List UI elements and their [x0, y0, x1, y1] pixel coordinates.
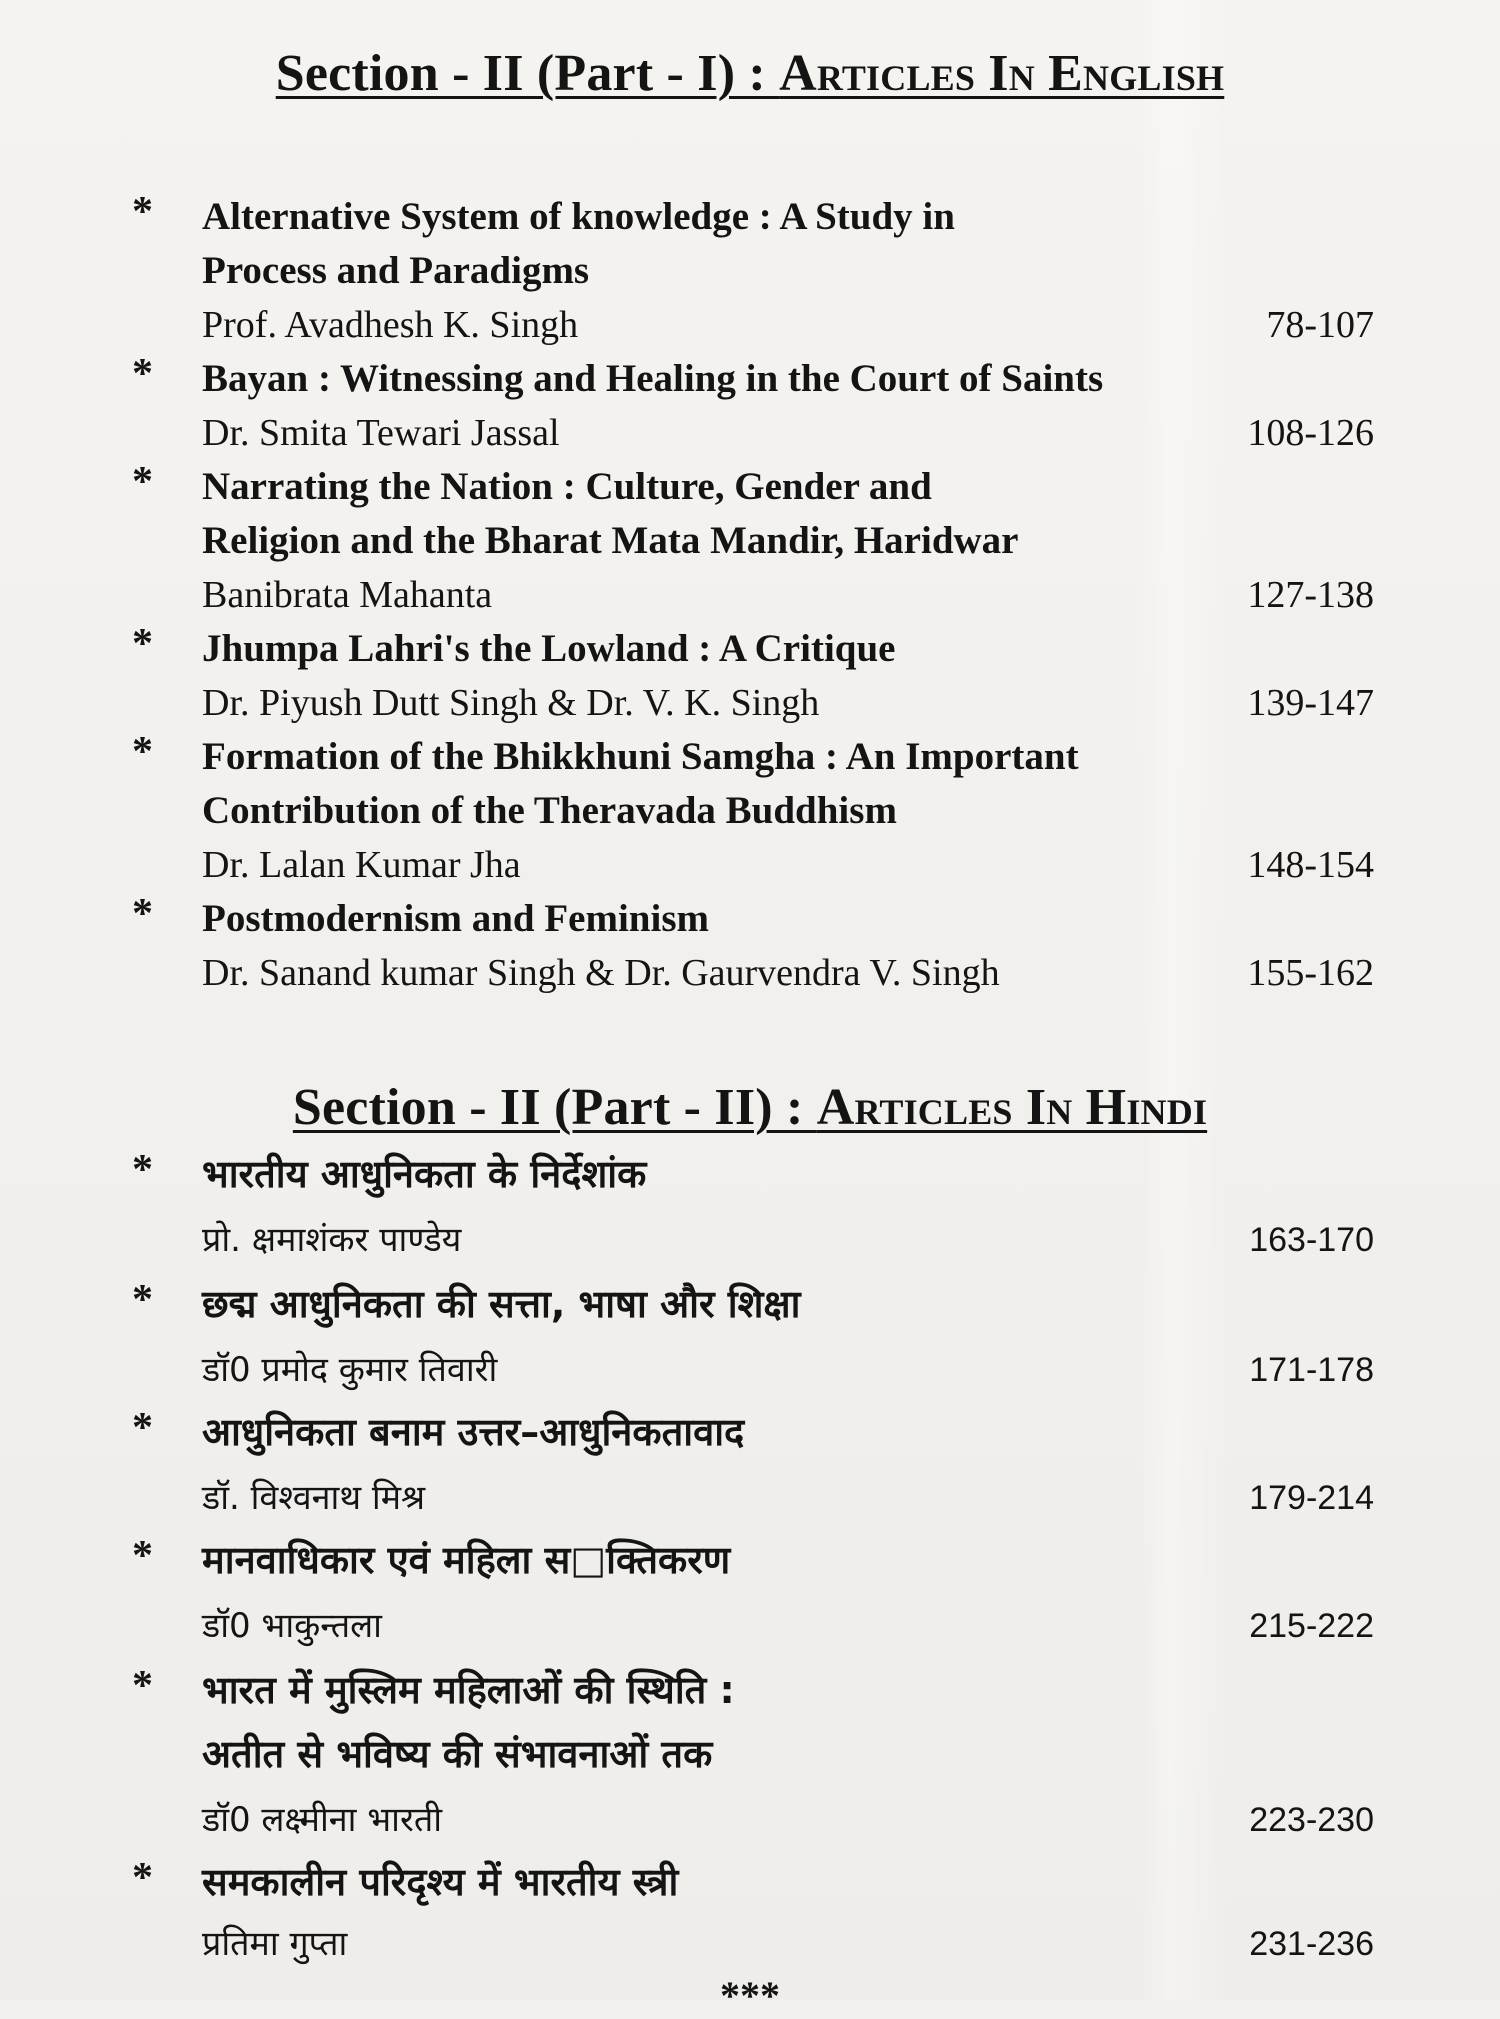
page-range: 231-236	[1249, 1925, 1374, 1963]
article-author: डॉ0 लक्ष्मीना भारती	[202, 1800, 443, 1840]
article-author: Dr. Piyush Dutt Singh & Dr. V. K. Singh	[202, 682, 820, 724]
section-heading-suffix: Articles In English	[779, 45, 1225, 102]
page-range: 148-154	[1247, 844, 1374, 886]
bullet: *	[132, 189, 153, 235]
article-title: Alternative System of knowledge : A Study in Process and Paradigms	[202, 195, 955, 292]
article-title: मानवाधिकार एवं महिला स□क्तिकरण	[202, 1538, 731, 1582]
closing-asterisks: ***	[720, 1973, 780, 2018]
page-range: 139-147	[1247, 682, 1374, 724]
article-title: Bayan : Witnessing and Healing in the Court of Saints	[202, 357, 1104, 400]
page-range: 163-170	[1249, 1221, 1374, 1259]
bullet: *	[132, 729, 153, 775]
article-author: Prof. Avadhesh K. Singh	[202, 304, 579, 346]
section-heading-suffix: Articles In Hindi	[816, 1079, 1208, 1136]
section-heading-prefix: Section - II (Part - I) :	[275, 45, 780, 102]
section-heading-hindi	[0, 1078, 1500, 1137]
bullet: *	[132, 891, 153, 937]
page-range: 171-178	[1249, 1351, 1374, 1389]
article-author: Dr. Smita Tewari Jassal	[202, 412, 560, 454]
page-range: 127-138	[1247, 574, 1374, 616]
bullet: *	[132, 1405, 153, 1451]
bullet: *	[132, 351, 153, 397]
bullet: *	[132, 1855, 153, 1901]
article-author: Banibrata Mahanta	[202, 574, 493, 616]
article-title: Jhumpa Lahri's the Lowland : A Critique	[202, 627, 896, 670]
page-range: 223-230	[1249, 1801, 1374, 1839]
bullet: *	[132, 1533, 153, 1579]
article-title: आधुनिकता बनाम उत्तर–आधुनिकतावाद	[202, 1410, 745, 1454]
page-range: 179-214	[1249, 1479, 1374, 1517]
page-range: 215-222	[1249, 1607, 1374, 1645]
article-author: डॉ0 प्रमोद कुमार तिवारी	[202, 1350, 498, 1390]
bullet: *	[132, 1663, 153, 1709]
article-title: भारत में मुस्लिम महिलाओं की स्थिति : अतीत से भविष्य की संभावनाओं तक	[202, 1668, 735, 1776]
article-title: भारतीय आधुनिकता के निर्देशांक	[202, 1152, 647, 1196]
bullet: *	[132, 621, 153, 667]
page-range: 108-126	[1247, 412, 1374, 454]
article-author: डॉ. विश्वनाथ मिश्र	[202, 1478, 426, 1518]
article-title: Postmodernism and Feminism	[202, 897, 709, 940]
article-title: Formation of the Bhikkhuni Samgha : An Important Contribution of the Theravada Buddhism	[202, 735, 1079, 832]
article-author: Dr. Sanand kumar Singh & Dr. Gaurvendra V. Singh	[202, 952, 1000, 994]
article-title: Narrating the Nation : Culture, Gender and Religion and the Bharat Mata Mandir, Haridwar	[202, 465, 1019, 562]
page-range: 155-162	[1247, 952, 1374, 994]
article-author: प्रतिमा गुप्ता	[202, 1924, 348, 1964]
article-author: डॉ0 भाकुन्तला	[202, 1606, 382, 1646]
bullet: *	[132, 459, 153, 505]
section-heading-english	[0, 44, 1500, 103]
article-author: प्रो. क्षमाशंकर पाण्डेय	[202, 1220, 462, 1260]
article-author: Dr. Lalan Kumar Jha	[202, 844, 521, 886]
section-heading-prefix: Section - II (Part - II) :	[292, 1079, 817, 1136]
bullet: *	[132, 1277, 153, 1323]
page-range: 78-107	[1266, 304, 1374, 346]
bullet: *	[132, 1147, 153, 1193]
article-title: छद्म आधुनिकता की सत्ता, भाषा और शिक्षा	[202, 1282, 801, 1326]
article-title: समकालीन परिदृश्य में भारतीय स्त्री	[202, 1860, 679, 1904]
